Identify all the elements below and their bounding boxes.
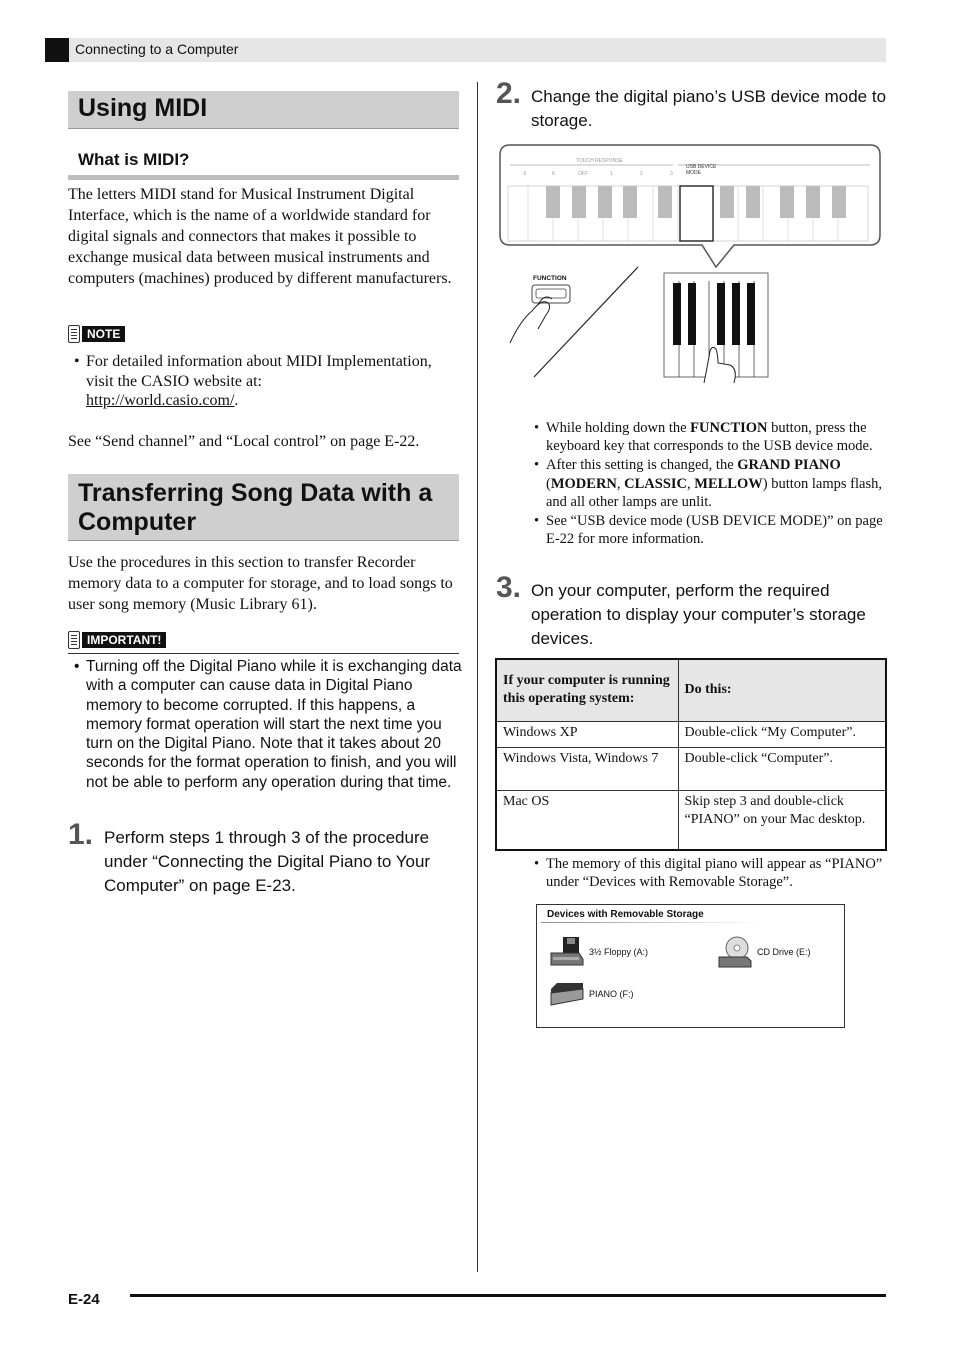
key-label: 6 — [552, 171, 555, 177]
footer-rule — [130, 1294, 886, 1297]
note-bullet — [70, 352, 460, 411]
device-cd[interactable] — [717, 935, 811, 969]
note-label: NOTE — [82, 326, 125, 342]
bullet-bold: GRAND PIANO — [737, 457, 841, 474]
table-cell: Windows Vista, Windows 7 — [496, 747, 678, 790]
note-pad-icon — [68, 325, 80, 343]
bullet-text: After this setting is changed, the — [546, 457, 738, 474]
table-cell: Skip step 3 and double-click “PIANO” on your Mac desktop. — [678, 790, 886, 850]
important-rule — [68, 653, 459, 654]
table-header-row — [496, 659, 886, 721]
bullet-bold: MODERN — [550, 475, 617, 492]
memory-bullet: • The memory of this digital piano will appear as “PIANO” under “Devices with Removable Storage”. — [530, 855, 886, 891]
step-2-bullets — [530, 419, 886, 548]
step-1-number: 1. — [68, 818, 94, 851]
see-reference-text: See “Send channel” and “Local control” on page E-22. — [68, 433, 420, 450]
important-bullet-list — [70, 657, 462, 792]
bullet-text: While holding down the — [546, 420, 691, 436]
section-heading-transferring — [68, 474, 459, 541]
os-instructions-table — [495, 658, 887, 851]
key-label: 2 — [640, 171, 643, 177]
key-label: 1 — [610, 171, 613, 177]
removable-disk-icon — [549, 981, 585, 1007]
function-button-label: FUNCTION — [533, 275, 567, 282]
bullet-lamps — [530, 456, 886, 511]
bullet-bold: FUNCTION — [690, 420, 768, 436]
table-row — [496, 721, 886, 747]
mode-label: MODE — [686, 170, 701, 176]
bullet-text: , — [616, 475, 625, 492]
step-2-text: Change the digital piano’s USB device mode to storage. — [531, 87, 887, 130]
table-header-cell: Do this: — [678, 659, 886, 721]
section-heading-using-midi — [68, 91, 459, 129]
note-bullet-text: For detailed information about MIDI Implementation, visit the CASIO website at: — [86, 353, 432, 390]
section-heading-text: Transferring Song Data with a Computer — [78, 479, 433, 536]
cd-drive-icon — [717, 935, 753, 969]
table-cell: Double-click “My Computer”. — [678, 721, 886, 747]
subsection-rule — [68, 175, 459, 180]
important-label: IMPORTANT! — [82, 632, 166, 648]
device-floppy[interactable] — [549, 935, 648, 969]
touch-response-label: TOUCH RESPONSE — [576, 158, 623, 164]
subsection-heading-what-is-midi: What is MIDI? — [78, 150, 190, 169]
pressing-hand-icon — [510, 302, 550, 343]
table-row — [496, 790, 886, 850]
bullet-bold: MELLOW — [694, 475, 763, 492]
midi-paragraph: The letters MIDI stand for Musical Instrument Digital Interface, which is the name of a worldwide standard for digital signals and connectors that makes it possible to exchange musical data between musical instruments and computers (machines) produced by different manufacturers. — [68, 186, 452, 287]
bullet-bold: CLASSIC — [624, 475, 688, 492]
step-3-number: 3. — [496, 571, 522, 604]
step-1-text: Perform steps 1 through 3 of the procedure under “Connecting the Digital Piano to Your Computer” on page E-23. — [104, 828, 431, 895]
table-cell: Mac OS — [496, 790, 678, 850]
key-label: OFF — [578, 171, 588, 177]
device-label: PIANO (F:) — [589, 989, 634, 999]
running-header-title: Connecting to a Computer — [75, 41, 239, 57]
key-label: -5 — [522, 171, 527, 177]
table-cell: Double-click “Computer”. — [678, 747, 886, 790]
bullet-function — [530, 419, 886, 455]
bullet-see-usb: • See “USB device mode (USB DEVICE MODE)” on page E-22 for more information. — [530, 512, 886, 548]
warning-hand-icon — [68, 631, 80, 649]
note-badge — [68, 325, 125, 343]
bullet-text: ) button lamps flash, and all other lamps are unlit. — [546, 475, 882, 510]
bullet-text: ( — [546, 475, 551, 492]
key-label: 3 — [670, 171, 673, 177]
usb-device-label: USB DEVICE — [686, 164, 717, 170]
casio-website-link[interactable]: http://world.casio.com/ — [86, 392, 235, 409]
table-row — [496, 747, 886, 790]
column-divider — [477, 82, 478, 1272]
note-period: . — [234, 392, 239, 409]
header-marker-block — [45, 38, 69, 62]
table-cell: Windows XP — [496, 721, 678, 747]
devices-title-rule — [541, 922, 761, 923]
devices-title: Devices with Removable Storage — [547, 909, 704, 920]
step-2-number: 2. — [496, 77, 522, 110]
bullet-text: , — [687, 475, 695, 492]
note-bullet-list — [70, 352, 460, 411]
device-piano[interactable] — [549, 981, 634, 1007]
page-number: E-24 — [68, 1291, 100, 1308]
important-bullet: • Turning off the Digital Piano while it is exchanging data with a computer can cause data in Digital Piano memory to become corrupted. If this happens, a memory format operation will start the next time you turn on the Digital Piano. Note that it takes about 20 seconds for the format operation to finish, and you will not be able to perform any operation during that time. — [70, 657, 462, 792]
floppy-drive-icon — [549, 935, 585, 969]
device-label: 3½ Floppy (A:) — [589, 947, 649, 957]
devices-window — [536, 904, 845, 1028]
bullet-text: button, press the keyboard key that corresponds to the USB device mode. — [546, 420, 873, 455]
step-3-text: On your computer, perform the required operation to display your computer’s storage devices. — [531, 581, 866, 648]
section-heading-text: Using MIDI — [78, 94, 208, 122]
important-badge — [68, 631, 166, 649]
memory-bullet-list — [530, 855, 886, 891]
table-header-cell: If your computer is running this operating system: — [496, 659, 678, 721]
keyboard-function-diagram — [498, 143, 884, 383]
transfer-paragraph: Use the procedures in this section to transfer Recorder memory data to a computer for storage, and to load songs to user song memory (Music Library 61). — [68, 554, 453, 613]
device-label: CD Drive (E:) — [757, 947, 811, 957]
